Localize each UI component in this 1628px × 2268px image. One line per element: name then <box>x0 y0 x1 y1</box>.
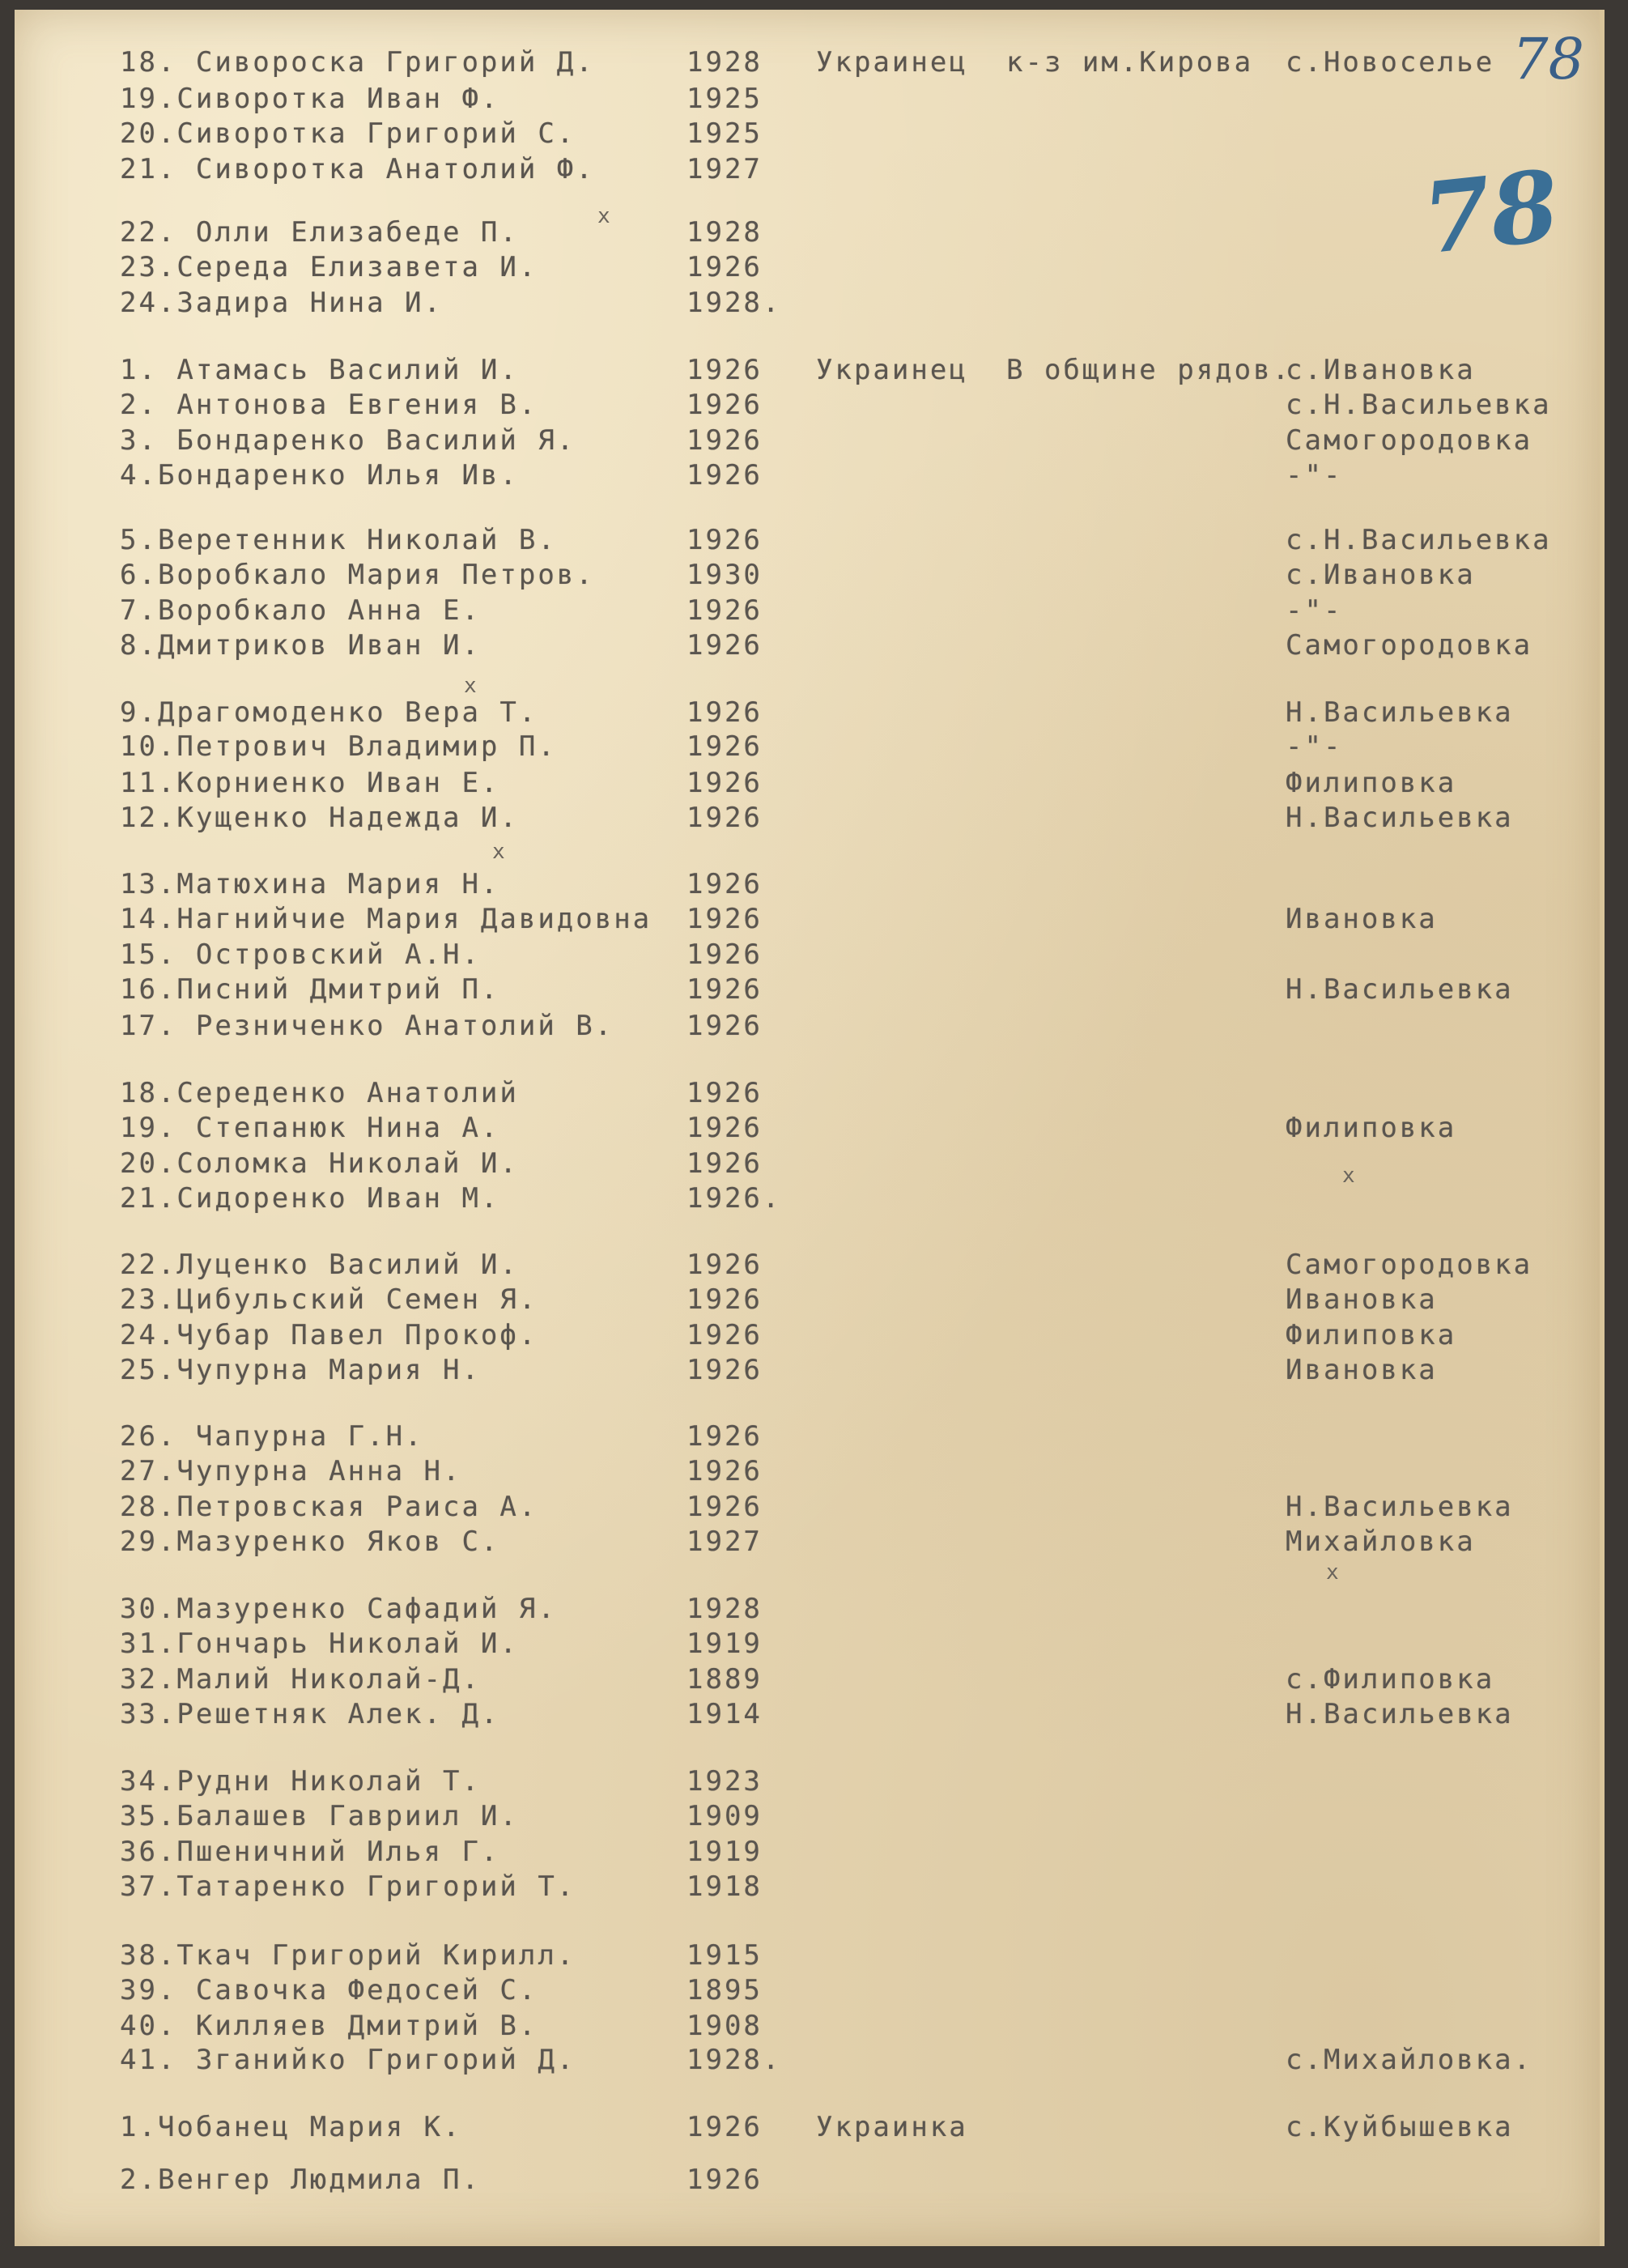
birth-year: 1914 <box>686 1698 763 1730</box>
birth-year: 1926 <box>686 1077 763 1109</box>
birth-year: 1925 <box>686 83 763 115</box>
list-item <box>15 1698 1600 1734</box>
birth-year: 1926 <box>686 459 763 491</box>
birth-year: 1926 <box>686 1010 763 1042</box>
birth-year: 1928 <box>686 46 763 79</box>
list-item <box>15 524 1600 560</box>
list-item <box>15 2010 1600 2045</box>
list-item <box>15 1800 1600 1836</box>
birth-year: 1895 <box>686 1974 763 2006</box>
list-item <box>15 1420 1600 1456</box>
village: Н.Васильевка <box>1286 802 1514 834</box>
person-name: 10.Петрович Владимир П. <box>120 730 557 763</box>
list-item <box>15 559 1600 594</box>
tick-mark: x <box>597 204 610 228</box>
list-item <box>15 424 1600 460</box>
birth-year: 1926 <box>686 1112 763 1144</box>
person-name: 18. Сивороска Григорий Д. <box>120 46 595 79</box>
birth-year: 1909 <box>686 1800 763 1832</box>
list-item <box>15 1319 1600 1355</box>
list-item <box>15 1283 1600 1319</box>
list-item <box>15 1939 1600 1975</box>
person-name: 20.Сиворотка Григорий С. <box>120 117 576 150</box>
person-name: 17. Резниченко Анатолий В. <box>120 1010 614 1042</box>
list-item <box>15 117 1600 153</box>
list-item <box>15 2111 1600 2147</box>
birth-year: 1919 <box>686 1836 763 1868</box>
person-name: 13.Матюхина Мария Н. <box>120 868 500 900</box>
person-name: 34.Рудни Николай Т. <box>120 1765 481 1798</box>
birth-year: 1926 <box>686 730 763 763</box>
note: к-з им.Кирова <box>1006 46 1254 79</box>
birth-year: 1927 <box>686 153 763 185</box>
person-name: 18.Середенко Анатолий <box>120 1077 519 1109</box>
note: В общине рядов. <box>1006 354 1292 386</box>
person-name: 6.Воробкало Мария Петров. <box>120 559 595 591</box>
list-item <box>15 2044 1600 2079</box>
list-item <box>15 1249 1600 1284</box>
village: Самогородовка <box>1286 1249 1533 1281</box>
list-item <box>15 1593 1600 1628</box>
birth-year: 1926 <box>686 1455 763 1487</box>
list-item <box>15 868 1600 904</box>
list-item <box>15 802 1600 837</box>
list-item <box>15 696 1600 732</box>
person-name: 31.Гончарь Николай И. <box>120 1628 519 1660</box>
birth-year: 1926 <box>686 1491 763 1523</box>
birth-year: 1926 <box>686 389 763 421</box>
person-name: 26. Чапурна Г.Н. <box>120 1420 424 1453</box>
village: Н.Васильевка <box>1286 696 1514 729</box>
birth-year: 1926 <box>686 868 763 900</box>
village: -"- <box>1286 730 1343 763</box>
person-name: 39. Савочка Федосей С. <box>120 1974 538 2006</box>
birth-year: 1926 <box>686 1147 763 1180</box>
birth-year: 1928 <box>686 216 763 249</box>
person-name: 36.Пшеничний Илья Г. <box>120 1836 500 1868</box>
person-name: 12.Кущенко Надежда И. <box>120 802 519 834</box>
birth-year: 1889 <box>686 1663 763 1696</box>
list-item <box>15 767 1600 802</box>
birth-year: 1926 <box>686 251 763 283</box>
birth-year: 1926 <box>686 354 763 386</box>
list-item <box>15 903 1600 938</box>
list-item <box>15 1491 1600 1526</box>
list-item <box>15 1077 1600 1113</box>
birth-year: 1915 <box>686 1939 763 1972</box>
village: с.Н.Васильевка <box>1286 389 1552 421</box>
person-name: 38.Ткач Григорий Кирилл. <box>120 1939 576 1972</box>
person-name: 11.Корниенко Иван Е. <box>120 767 500 799</box>
person-name: 25.Чупурна Мария Н. <box>120 1354 481 1386</box>
person-name: 24.Чубар Павел Прокоф. <box>120 1319 538 1351</box>
person-name: 21. Сиворотка Анатолий Ф. <box>120 153 595 185</box>
list-item <box>15 1765 1600 1801</box>
birth-year: 1926 <box>686 2111 763 2143</box>
list-item <box>15 1354 1600 1389</box>
person-name: 1.Чобанец Мария К. <box>120 2111 462 2143</box>
village: с.Куйбышевка <box>1286 2111 1514 2143</box>
village: с.Филиповка <box>1286 1663 1495 1696</box>
nationality: Украинка <box>816 2111 968 2143</box>
folio-number-stamp: 78 <box>1418 148 1564 277</box>
village: -"- <box>1286 594 1343 627</box>
nationality: Украинец <box>816 46 968 79</box>
person-name: 37.Татаренко Григорий Т. <box>120 1870 576 1903</box>
birth-year: 1926 <box>686 1283 763 1316</box>
birth-year: 1927 <box>686 1525 763 1558</box>
person-name: 40. Килляев Дмитрий В. <box>120 2010 538 2042</box>
list-item <box>15 216 1600 252</box>
village: Н.Васильевка <box>1286 1698 1514 1730</box>
person-name: 4.Бондаренко Илья Ив. <box>120 459 519 491</box>
birth-year: 1926 <box>686 973 763 1006</box>
list-item <box>15 973 1600 1009</box>
nationality: Украинец <box>816 354 968 386</box>
birth-year: 1930 <box>686 559 763 591</box>
tick-mark: x <box>1326 1560 1339 1585</box>
person-name: 22.Луценко Василий И. <box>120 1249 519 1281</box>
village: Филиповка <box>1286 767 1457 799</box>
village: Ивановка <box>1286 1354 1438 1386</box>
birth-year: 1928. <box>686 2044 782 2076</box>
list-item <box>15 1525 1600 1561</box>
list-item <box>15 354 1600 389</box>
list-item <box>15 1663 1600 1699</box>
person-name: 2.Венгер Людмила П. <box>120 2164 481 2196</box>
list-item <box>15 2164 1600 2199</box>
birth-year: 1926 <box>686 767 763 799</box>
person-name: 14.Нагнийчие Мария Давидовна <box>120 903 652 935</box>
list-item <box>15 1147 1600 1183</box>
list-item <box>15 1112 1600 1147</box>
village: с.Михайловка. <box>1286 2044 1533 2076</box>
person-name: 15. Островский А.Н. <box>120 938 481 971</box>
list-item <box>15 629 1600 665</box>
village: Самогородовка <box>1286 424 1533 457</box>
list-item <box>15 1455 1600 1491</box>
person-name: 35.Балашев Гавриил И. <box>120 1800 519 1832</box>
list-item <box>15 1182 1600 1218</box>
person-name: 28.Петровская Раиса А. <box>120 1491 538 1523</box>
list-item <box>15 459 1600 495</box>
birth-year: 1919 <box>686 1628 763 1660</box>
list-item <box>15 938 1600 974</box>
person-name: 29.Мазуренко Яков С. <box>120 1525 500 1558</box>
list-item <box>15 1010 1600 1045</box>
village: Н.Васильевка <box>1286 973 1514 1006</box>
birth-year: 1926 <box>686 903 763 935</box>
list-item <box>15 46 1600 82</box>
person-name: 2. Антонова Евгения В. <box>120 389 538 421</box>
tick-mark: x <box>464 674 477 698</box>
person-name: 22. Олли Елизабеде П. <box>120 216 519 249</box>
village: с.Ивановка <box>1286 559 1476 591</box>
person-name: 41. Зганийко Григорий Д. <box>120 2044 576 2076</box>
village: Филиповка <box>1286 1112 1457 1144</box>
person-name: 5.Веретенник Николай В. <box>120 524 557 556</box>
person-name: 16.Писний Дмитрий П. <box>120 973 500 1006</box>
person-name: 32.Малий Николай-Д. <box>120 1663 481 1696</box>
document-page <box>15 10 1605 2246</box>
list-item <box>15 389 1600 424</box>
folio-number-handwritten: 78 <box>1512 26 1585 92</box>
birth-year: 1926 <box>686 1319 763 1351</box>
list-item <box>15 251 1600 287</box>
birth-year: 1926 <box>686 802 763 834</box>
list-item <box>15 730 1600 766</box>
tick-mark: x <box>1342 1164 1355 1188</box>
birth-year: 1926 <box>686 1249 763 1281</box>
person-name: 24.Задира Нина И. <box>120 287 443 319</box>
village: с.Ивановка <box>1286 354 1476 386</box>
person-name: 30.Мазуренко Сафадий Я. <box>120 1593 557 1625</box>
person-name: 20.Соломка Николай И. <box>120 1147 519 1180</box>
birth-year: 1926 <box>686 938 763 971</box>
list-item <box>15 287 1600 322</box>
village: Михайловка <box>1286 1525 1476 1558</box>
village: Ивановка <box>1286 903 1438 935</box>
list-item <box>15 594 1600 630</box>
person-name: 23.Середа Елизавета И. <box>120 251 538 283</box>
list-item <box>15 1836 1600 1871</box>
person-name: 19. Степанюк Нина А. <box>120 1112 500 1144</box>
tick-mark: x <box>492 840 505 864</box>
birth-year: 1926 <box>686 696 763 729</box>
village: с.Н.Васильевка <box>1286 524 1552 556</box>
village: Ивановка <box>1286 1283 1438 1316</box>
birth-year: 1908 <box>686 2010 763 2042</box>
birth-year: 1926 <box>686 1420 763 1453</box>
person-name: 33.Решетняк Алек. Д. <box>120 1698 500 1730</box>
person-name: 8.Дмитриков Иван И. <box>120 629 481 662</box>
village: с.Новоселье <box>1286 46 1495 79</box>
list-item <box>15 1628 1600 1663</box>
village: -"- <box>1286 459 1343 491</box>
list-item <box>15 1974 1600 2010</box>
person-name: 9.Драгомоденко Вера Т. <box>120 696 538 729</box>
list-item <box>15 83 1600 118</box>
list-item <box>15 153 1600 189</box>
village: Н.Васильевка <box>1286 1491 1514 1523</box>
birth-year: 1928. <box>686 287 782 319</box>
birth-year: 1926 <box>686 629 763 662</box>
birth-year: 1926. <box>686 1182 782 1215</box>
birth-year: 1925 <box>686 117 763 150</box>
person-name: 7.Воробкало Анна Е. <box>120 594 481 627</box>
birth-year: 1926 <box>686 424 763 457</box>
person-name: 23.Цибульский Семен Я. <box>120 1283 538 1316</box>
birth-year: 1926 <box>686 1354 763 1386</box>
birth-year: 1926 <box>686 594 763 627</box>
village: Филиповка <box>1286 1319 1457 1351</box>
birth-year: 1928 <box>686 1593 763 1625</box>
person-name: 3. Бондаренко Василий Я. <box>120 424 576 457</box>
village: Самогородовка <box>1286 629 1533 662</box>
birth-year: 1926 <box>686 2164 763 2196</box>
person-name: 1. Атамась Василий И. <box>120 354 519 386</box>
birth-year: 1923 <box>686 1765 763 1798</box>
birth-year: 1918 <box>686 1870 763 1903</box>
birth-year: 1926 <box>686 524 763 556</box>
person-name: 19.Сиворотка Иван Ф. <box>120 83 500 115</box>
list-item <box>15 1870 1600 1906</box>
person-name: 27.Чупурна Анна Н. <box>120 1455 462 1487</box>
person-name: 21.Сидоренко Иван М. <box>120 1182 500 1215</box>
